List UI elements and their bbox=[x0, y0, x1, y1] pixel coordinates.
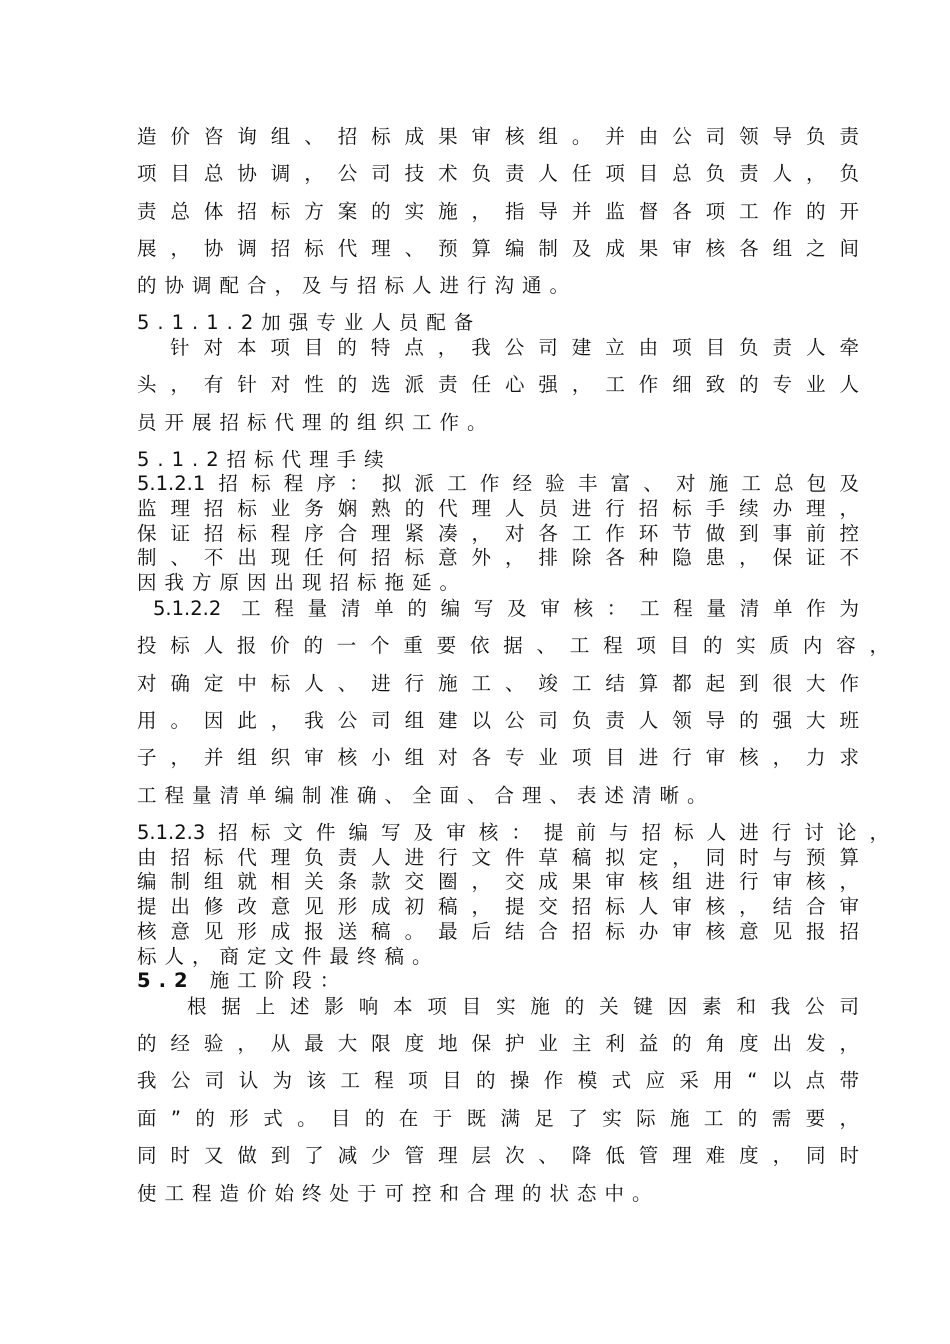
text-line: 针对本项目的特点，我公司建立由项目负责人牵 bbox=[170, 336, 859, 359]
text-line: 工程量清单编制准确、全面、合理、表述清晰。 bbox=[137, 784, 715, 807]
section-heading bbox=[137, 969, 859, 993]
text-line: 5.1.2.1招标程序：拟派工作经验丰富、对施工总包及 bbox=[137, 472, 859, 495]
text-line: 由招标代理负责人进行文件草稿拟定，同时与预算 bbox=[137, 846, 859, 869]
text-line: 核意见形成报送稿。最后结合招标办审核意见报招 bbox=[137, 920, 859, 943]
section-heading: 5.1.1.2加强专业人员配备 bbox=[137, 311, 482, 334]
text-line: 监理招标业务娴熟的代理人员进行招标手续办理， bbox=[137, 497, 859, 520]
text-line: 用。因此，我公司组建以公司负责人领导的强大班 bbox=[137, 709, 859, 732]
text-line: 面”的形式。目的在于既满足了实际施工的需要， bbox=[137, 1107, 859, 1130]
text-line: 保证招标程序合理紧凑，对各工作环节做到事前控 bbox=[137, 522, 859, 545]
text-line: 的协调配合，及与招标人进行沟通。 bbox=[137, 274, 578, 297]
section-heading: 5.1.2招标代理手续 bbox=[137, 448, 392, 471]
text-line: 标人，商定文件最终稿。 bbox=[137, 945, 440, 968]
text-line: 投标人报价的一个重要依据、工程项目的实质内容， bbox=[137, 634, 889, 657]
text-line: 员开展招标代理的组织工作。 bbox=[137, 411, 495, 434]
text-line: 头，有针对性的选派责任心强，工作细致的专业人 bbox=[137, 373, 859, 396]
text-line: 对确定中标人、进行施工、竣工结算都起到很大作 bbox=[137, 672, 859, 695]
text-line: 我公司认为该工程项目的操作模式应采用“以点带 bbox=[137, 1069, 859, 1092]
text-line: 根据上述影响本项目实施的关键因素和我公司 bbox=[187, 995, 859, 1018]
section-title: 施工阶段： bbox=[195, 969, 348, 992]
text-line: 的经验，从最大限度地保护业主利益的角度出发， bbox=[137, 1032, 859, 1055]
text-line: 子，并组织审核小组对各专业项目进行审核，力求 bbox=[137, 746, 859, 769]
text-line: 项目总协调，公司技术负责人任项目总负责人，负 bbox=[137, 162, 859, 185]
text-line: 责总体招标方案的实施，指导并监督各项工作的开 bbox=[137, 200, 859, 223]
text-line: 5.1.2.3招标文件编写及审核：提前与招标人进行讨论， bbox=[137, 821, 889, 844]
text-line: 造价咨询组、招标成果审核组。并由公司领导负责 bbox=[137, 125, 859, 148]
text-line: 5.1.2.2 工程量清单的编写及审核：工程量清单作为 bbox=[153, 597, 859, 620]
text-line: 编制组就相关条款交圈，交成果审核组进行审核， bbox=[137, 870, 859, 893]
text-line: 提出修改意见形成初稿，提交招标人审核，结合审 bbox=[137, 895, 859, 918]
text-line: 展，协调招标代理、预算编制及成果审核各组之间 bbox=[137, 237, 859, 260]
text-line: 同时又做到了减少管理层次、降低管理难度，同时 bbox=[137, 1144, 859, 1167]
section-number: 5.2 bbox=[137, 969, 196, 992]
text-line: 制、不出现任何招标意外，排除各种隐患，保证不 bbox=[137, 546, 859, 569]
text-line: 因我方原因出现招标拖延。 bbox=[137, 571, 468, 594]
text-line: 使工程造价始终处于可控和合理的状态中。 bbox=[137, 1182, 660, 1205]
